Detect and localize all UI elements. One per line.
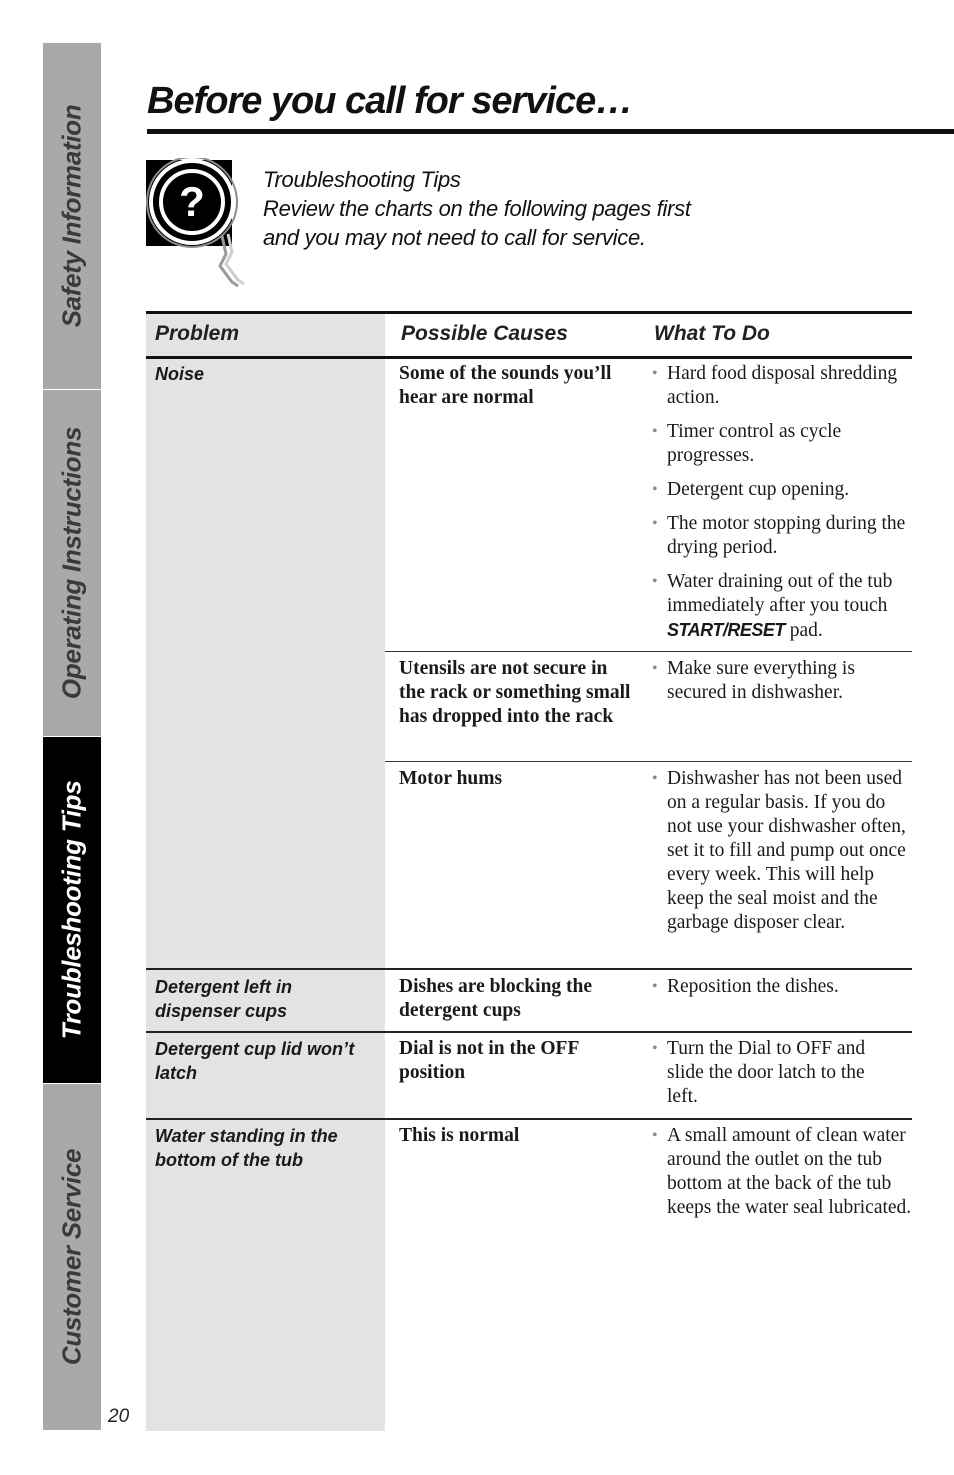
intro-heading: Troubleshooting Tips [263, 167, 461, 192]
todo-list [652, 657, 914, 715]
header-what-to-do: What To Do [654, 322, 770, 345]
row-divider [385, 651, 912, 652]
todo-list [652, 362, 914, 653]
list-item: • Hard food disposal shredding action. [652, 363, 898, 408]
table-header-row [146, 311, 912, 359]
todo-list [652, 1037, 887, 1119]
intro-line: and you may not need to call for service. [263, 225, 646, 250]
problem-cup-lid-wont-latch: Detergent cup lid won’t latch [155, 1039, 355, 1083]
list-item: • The motor stopping during the drying period. [652, 513, 906, 558]
cause-dial-not-off: Dial is not in the OFF position [399, 1038, 579, 1083]
todo-list [652, 1124, 914, 1230]
bullet-icon: • [652, 481, 658, 498]
problem-column-background [146, 311, 385, 1431]
cause-utensils-not-secure: Utensils are not secure in the rack or something small has dropped into the rack [399, 658, 631, 727]
list-item: • Dishwasher has not been used on a regular basis. If you do not use your dishwasher often, set it to fill and pump out once every week. This will help keep the seal moist and the garbage disposer clear. [652, 768, 906, 933]
row-divider [146, 968, 912, 970]
bullet-icon: • [652, 770, 658, 787]
intro-line: Review the charts on the following pages first [263, 196, 691, 221]
cause-dishes-blocking: Dishes are blocking the detergent cups [399, 976, 593, 1021]
bullet-icon: • [652, 365, 658, 382]
bullet-icon: • [652, 1040, 658, 1057]
row-divider [146, 1031, 912, 1033]
cause-this-is-normal: This is normal [399, 1125, 520, 1146]
list-item: • Timer control as cycle progresses. [652, 421, 842, 466]
list-item: • Water draining out of the tub immediately after you touch START/RESET pad. [652, 571, 893, 641]
todo-list [652, 767, 914, 945]
question-mark-icon [146, 158, 261, 290]
todo-list [652, 975, 914, 1009]
tab-customer-service[interactable]: Customer Service [43, 1084, 101, 1431]
problem-noise: Noise [155, 364, 205, 384]
bullet-icon: • [652, 1127, 658, 1144]
problem-detergent-left: Detergent left in dispenser cups [155, 977, 293, 1021]
tab-operating-instructions[interactable]: Operating Instructions [43, 390, 101, 737]
list-item: • Turn the Dial to OFF and slide the door latch to the left. [652, 1038, 866, 1107]
cause-motor-hums: Motor hums [399, 768, 503, 789]
list-item: • A small amount of clean water around the outlet on the tub bottom at the back of the tub keeps the water seal lubricated. [652, 1125, 912, 1218]
svg-text:?: ? [179, 178, 205, 225]
intro-text [263, 165, 691, 252]
page-title: Before you call for service… [147, 80, 633, 122]
page-number: 20 [108, 1406, 130, 1427]
tab-safety-information[interactable]: Safety Information [43, 43, 101, 390]
cause-normal-sounds: Some of the sounds you’ll hear are normal [399, 363, 612, 408]
row-divider [146, 1118, 912, 1120]
title-rule [147, 129, 954, 134]
header-problem: Problem [155, 322, 240, 345]
list-item: • Detergent cup opening. [652, 479, 850, 500]
list-item: • Make sure everything is secured in dishwasher. [652, 658, 855, 703]
bullet-icon: • [652, 978, 658, 995]
start-reset-label: START/RESET [667, 620, 785, 640]
bullet-icon: • [652, 660, 658, 677]
bullet-icon: • [652, 515, 658, 532]
row-divider [385, 761, 912, 762]
tab-troubleshooting-tips[interactable]: Troubleshooting Tips [43, 737, 101, 1084]
header-possible-causes: Possible Causes [401, 322, 568, 345]
side-tabs [43, 43, 101, 1431]
list-item: • Reposition the dishes. [652, 976, 839, 997]
bullet-icon: • [652, 573, 658, 590]
bullet-icon: • [652, 423, 658, 440]
problem-water-standing: Water standing in the bottom of the tub [155, 1126, 338, 1170]
